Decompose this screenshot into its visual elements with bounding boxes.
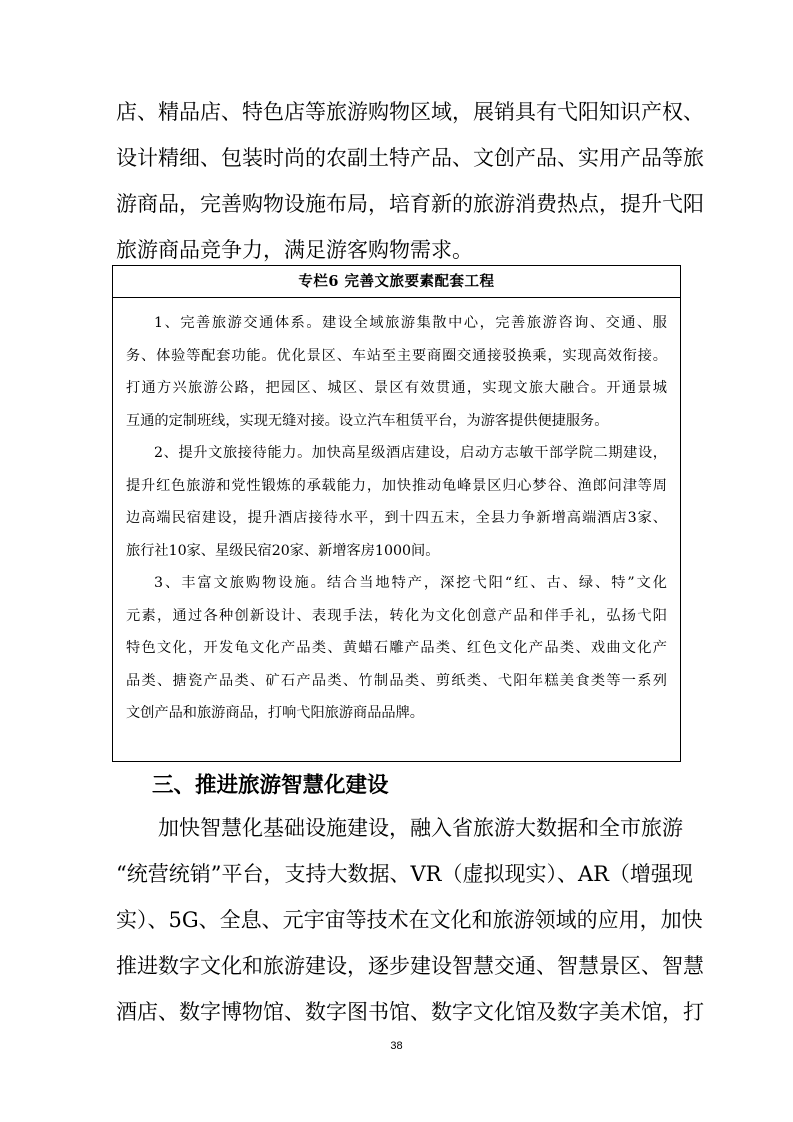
section-heading: 三、推进旅游智慧化建设 (152, 773, 389, 798)
paragraph-line: 游商品，完善购物设施布局，培育新的旅游消费热点，提升弋阳 (116, 192, 704, 216)
box-item-3-line: 3、丰富文旅购物设施。结合当地特产，深挖弋阳“红、古、绿、特”文化 (154, 575, 667, 591)
paragraph-line: 实）、5G、全息、元宇宙等技术在文化和旅游领域的应用，加快 (116, 908, 703, 932)
feature-box (112, 265, 681, 762)
paragraph-line: 店、精品店、特色店等旅游购物区域，展销具有弋阳知识产权、 (116, 100, 704, 124)
box-item-3-line: 元素，通过各种创新设计、表现手法，转化为文化创意产品和伴手礼，弘扬弋阳 (126, 607, 667, 624)
body-paragraph-bottom (116, 805, 704, 1035)
paragraph-line: 酒店、数字博物馆、数字图书馆、数字文化馆及数字美术馆，打 (116, 1000, 704, 1024)
body-paragraph-top (116, 89, 704, 273)
box-item-3-line: 特色文化，开发龟文化产品类、黄蜡石雕产品类、红色文化产品类、戏曲文化产 (126, 640, 667, 656)
feature-box-title: 专栏6 完善文旅要素配套工程 (113, 266, 680, 298)
box-item-1-line: 互通的定制班线，实现无缝对接。设立汽车租赁平台，为游客提供便捷服务。 (126, 412, 609, 429)
box-item-3-line: 文创产品和旅游商品，打响弋阳旅游商品品牌。 (126, 705, 424, 721)
box-item-3-line: 品类、搪瓷产品类、矿石产品类、竹制品类、剪纸类、弋阳年糕美食类等一系列 (126, 672, 667, 689)
paragraph-line: 旅游商品竞争力，满足游客购物需求。 (116, 238, 473, 262)
paragraph-line: 加快智慧化基础设施建设，融入省旅游大数据和全市旅游 (158, 816, 683, 840)
paragraph-line: 推进数字文化和旅游建设，逐步建设智慧交通、智慧景区、智慧 (116, 954, 704, 978)
box-item-1-line: 1、完善旅游交通体系。建设全域旅游集散中心，完善旅游咨询、交通、服 (154, 315, 667, 331)
box-item-2-line: 边高端民宿建设，提升酒店接待水平，到十四五末，全县力争新增高端酒店3家、 (126, 510, 667, 526)
paragraph-line: 设计精细、包装时尚的农副土特产品、文创产品、实用产品等旅 (116, 146, 704, 170)
feature-box-body (113, 298, 680, 730)
box-item-1-line: 务、体验等配套功能。优化景区、车站至主要商圈交通接驳换乘，实现高效衔接。 (126, 347, 667, 364)
paragraph-line: “统营统销”平台，支持大数据、VR（虚拟现实）、AR（增强现 (116, 862, 693, 886)
page-number: 38 (390, 1040, 403, 1052)
box-item-1-line: 打通方兴旅游公路，把园区、城区、景区有效贯通，实现文旅大融合。开通景城 (126, 380, 667, 396)
box-item-2-line: 旅行社10家、星级民宿20家、新增客房1000间。 (126, 542, 440, 559)
box-item-2-line: 2、提升文旅接待能力。加快高星级酒店建设，启动方志敏干部学院二期建设， (154, 445, 667, 461)
box-item-2-line: 提升红色旅游和党性锻炼的承载能力，加快推动龟峰景区归心梦谷、渔郎问津等周 (126, 477, 667, 494)
